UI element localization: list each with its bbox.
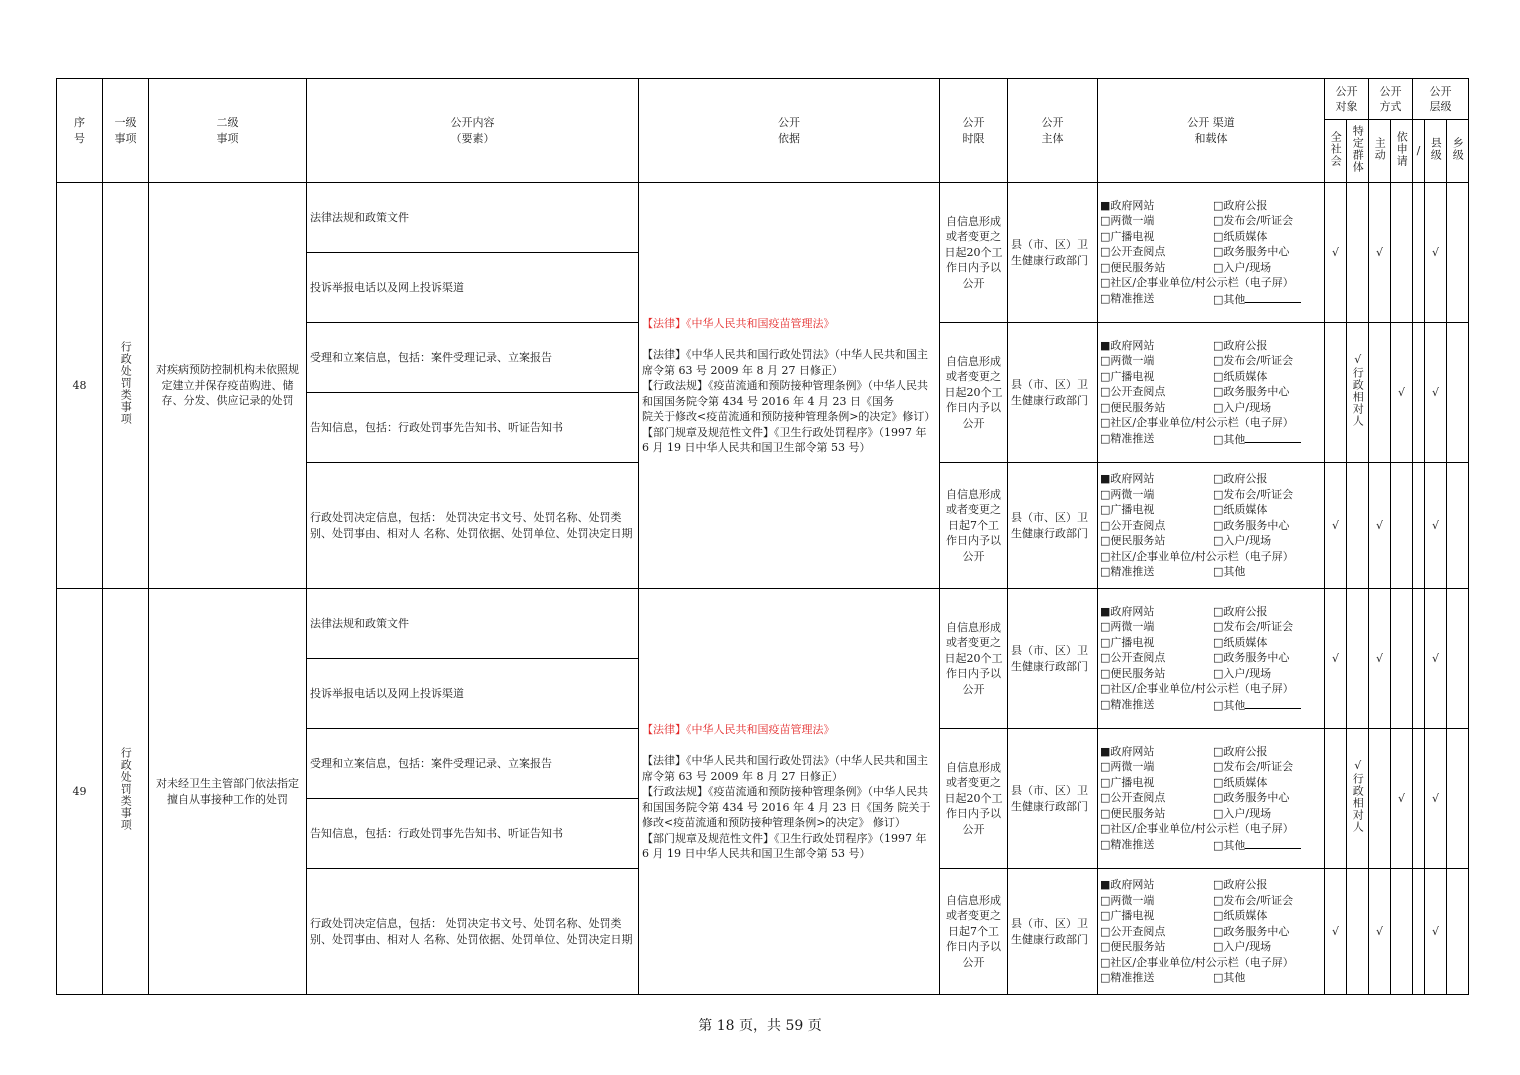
mark-all-society <box>1325 323 1347 463</box>
header-method-group: 公开 方式 <box>1369 79 1413 120</box>
seq-cell: 48 <box>57 183 103 589</box>
mark-active <box>1369 729 1391 869</box>
mark-specific-group <box>1347 869 1369 995</box>
channel-row: □精准推送 □其他 <box>1100 291 1322 308</box>
mark-specific-group <box>1347 183 1369 323</box>
time-limit-cell: 自信息形成或者变更之日起20个工作日内予以公开 <box>940 183 1008 323</box>
content-item-cell: 投诉举报电话以及网上投诉渠道 <box>307 253 639 323</box>
table-row <box>57 589 1469 659</box>
mark-township <box>1447 323 1469 463</box>
channel-row: □便民服务站 □入户/现场 <box>1100 666 1272 680</box>
channel-row: □公开查阅点 □政务服务中心 <box>1100 651 1290 665</box>
header-level-group: 公开 层级 <box>1413 79 1469 120</box>
basis-cell: 【法律】《中华人民共和国疫苗管理法》 【法律】《中华人民共和国行政处罚法》（中华人民共和国主席令第 63 号 2009 年 8 月 27 日修正） 【行政法规】《疫苗流通和预防接种管理条例》（中华人民共和国国务院令第 434 号 2016 年 4 月 23 日《国务 院关于修改<疫苗流通和预防接种管理条例>的决定》 修订） 【部门规章及规范性文件】《卫生行政处罚程序》（1997 年 6 月 19 日中华人民共和国卫生部令第 53 号） <box>639 589 940 995</box>
mark-active: √ <box>1369 463 1391 589</box>
channel-row: □两微一端 □发布会/听证会 <box>1100 893 1294 907</box>
level2-cell: 对未经卫生主管部门依法指定擅自从事接种工作的处罚 <box>149 589 307 995</box>
mark-specific-group: √行政相对人 <box>1347 729 1369 869</box>
mark-on-request <box>1391 183 1413 323</box>
subject-cell: 县（市、区）卫 生健康行政部门 <box>1008 869 1098 995</box>
table-header <box>57 79 1469 183</box>
page-footer: 第 18 页，共 59 页 <box>698 1018 822 1034</box>
channel-row: ■政府网站 □政府公报 <box>1100 472 1268 486</box>
channel-row: □精准推送 □其他 <box>1100 971 1246 985</box>
mark-county: √ <box>1425 589 1447 729</box>
channel-row: □便民服务站 □入户/现场 <box>1100 806 1272 820</box>
channel-row: □公开查阅点 □政务服务中心 <box>1100 385 1290 399</box>
mark-active: √ <box>1369 183 1391 323</box>
table-body <box>57 183 1469 995</box>
subject-cell: 县（市、区）卫 生健康行政部门 <box>1008 463 1098 589</box>
channel-row: □精准推送 □其他 <box>1100 565 1246 579</box>
mark-county: √ <box>1425 183 1447 323</box>
mark-all-society: √ <box>1325 463 1347 589</box>
channel-row: □便民服务站 □入户/现场 <box>1100 534 1272 548</box>
mark-slash <box>1413 183 1425 323</box>
channel-row: □两微一端 □发布会/听证会 <box>1100 760 1294 774</box>
mark-county: √ <box>1425 323 1447 463</box>
content-item-cell: 行政处罚决定信息，包括： 处罚决定书文号、处罚名称、处罚类别、处罚事由、相对人 名称、处罚依据、处罚单位、处罚决定日期 <box>307 463 639 589</box>
mark-slash <box>1413 463 1425 589</box>
content-item-cell: 投诉举报电话以及网上投诉渠道 <box>307 659 639 729</box>
level2-cell: 对疾病预防控制机构未依照规定建立并保存疫苗购进、储存、分发、供应记录的处罚 <box>149 183 307 589</box>
mark-township <box>1447 869 1469 995</box>
subject-cell: 县（市、区）卫 生健康行政部门 <box>1008 183 1098 323</box>
channels-cell: ■政府网站 □政府公报 □两微一端 □发布会/听证会 □广播电视 □纸质媒体 □公开查阅点 □政务服务中心 □便民服务站 □入户/现场 □社区/企事业单位/村公示栏（电子屏） □精准推送 □其他 <box>1098 589 1325 729</box>
blank-underline <box>1245 697 1301 709</box>
subject-cell: 县（市、区）卫 生健康行政部门 <box>1008 729 1098 869</box>
mark-active <box>1369 323 1391 463</box>
mark-all-society: √ <box>1325 869 1347 995</box>
channel-row: □便民服务站 □入户/现场 <box>1100 400 1272 414</box>
time-limit-cell: 自信息形成或者变更之日起20个工作日内予以公开 <box>940 589 1008 729</box>
channel-row: □广播电视 □纸质媒体 <box>1100 775 1268 789</box>
header-seq: 序 号 <box>57 79 103 183</box>
mark-county: √ <box>1425 463 1447 589</box>
mark-township <box>1447 463 1469 589</box>
channel-row: □广播电视 □纸质媒体 <box>1100 229 1268 243</box>
mark-township <box>1447 729 1469 869</box>
mark-all-society: √ <box>1325 183 1347 323</box>
channel-row: □两微一端 □发布会/听证会 <box>1100 214 1294 228</box>
mark-slash <box>1413 323 1425 463</box>
channel-row: □便民服务站 □入户/现场 <box>1100 940 1272 954</box>
header-basis: 公开 依据 <box>639 79 940 183</box>
mark-specific-group: √行政相对人 <box>1347 323 1369 463</box>
content-item-cell: 受理和立案信息，包括：案件受理记录、立案报告 <box>307 323 639 393</box>
channel-row: □两微一端 □发布会/听证会 <box>1100 487 1294 501</box>
channel-row: □便民服务站 □入户/现场 <box>1100 260 1272 274</box>
channel-row: □精准推送 □其他 <box>1100 697 1322 714</box>
channel-row: □两微一端 □发布会/听证会 <box>1100 354 1294 368</box>
mark-specific-group <box>1347 589 1369 729</box>
disclosure-table <box>56 78 1469 995</box>
header-level1: 一级 事项 <box>103 79 149 183</box>
header-object-group: 公开 对象 <box>1325 79 1369 120</box>
channel-row: □两微一端 □发布会/听证会 <box>1100 620 1294 634</box>
header-level2: 二级 事项 <box>149 79 307 183</box>
mark-slash <box>1413 589 1425 729</box>
header-on-request: 依申请 <box>1391 120 1413 183</box>
blank-underline <box>1245 837 1301 849</box>
time-limit-cell: 自信息形成或者变更之日起20个工作日内予以公开 <box>940 729 1008 869</box>
table-row <box>57 183 1469 253</box>
seq-cell: 49 <box>57 589 103 995</box>
content-item-cell: 法律法规和政策文件 <box>307 589 639 659</box>
time-limit-cell: 自信息形成或者变更之日起7个工作日内予以公开 <box>940 869 1008 995</box>
blank-underline <box>1245 291 1301 303</box>
level1-cell: 行政处罚类事项 <box>103 589 149 995</box>
mark-slash <box>1413 869 1425 995</box>
channels-cell: ■政府网站 □政府公报 □两微一端 □发布会/听证会 □广播电视 □纸质媒体 □公开查阅点 □政务服务中心 □便民服务站 □入户/现场 □社区/企事业单位/村公示栏（电子屏） □精准推送 □其他 <box>1098 323 1325 463</box>
header-specific-group: 特定群体 <box>1347 120 1369 183</box>
mark-county: √ <box>1425 869 1447 995</box>
channel-row: □精准推送 □其他 <box>1100 837 1322 854</box>
time-limit-cell: 自信息形成或者变更之日起7个工作日内予以公开 <box>940 463 1008 589</box>
channel-row: □广播电视 □纸质媒体 <box>1100 503 1268 517</box>
channel-row: ■政府网站 □政府公报 <box>1100 338 1268 352</box>
channel-row: □公开查阅点 □政务服务中心 <box>1100 518 1290 532</box>
header-active: 主动 <box>1369 120 1391 183</box>
channels-cell: ■政府网站 □政府公报 □两微一端 □发布会/听证会 □广播电视 □纸质媒体 □公开查阅点 □政务服务中心 □便民服务站 □入户/现场 □社区/企事业单位/村公示栏（电子屏） □精准推送 □其他 <box>1098 869 1325 995</box>
header-subject: 公开 主体 <box>1008 79 1098 183</box>
mark-on-request <box>1391 463 1413 589</box>
channels-cell: ■政府网站 □政府公报 □两微一端 □发布会/听证会 □广播电视 □纸质媒体 □公开查阅点 □政务服务中心 □便民服务站 □入户/现场 □社区/企事业单位/村公示栏（电子屏） □精准推送 □其他 <box>1098 729 1325 869</box>
channel-row: ■政府网站 □政府公报 <box>1100 878 1268 892</box>
basis-cell: 【法律】《中华人民共和国疫苗管理法》 【法律】《中华人民共和国行政处罚法》（中华人民共和国主席令第 63 号 2009 年 8 月 27 日修正） 【行政法规】《疫苗流通和预防接种管理条例》（中华人民共和国国务院令第 434 号 2016 年 4 月 23 日《国务 院关于修改<疫苗流通和预防接种管理条例>的决定》修订） 【部门规章及规范性文件】《卫生行政处罚程序》（1997 年 6 月 19 日中华人民共和国卫生部令第 53 号） <box>639 183 940 589</box>
channel-row: □广播电视 □纸质媒体 <box>1100 635 1268 649</box>
mark-specific-group <box>1347 463 1369 589</box>
content-item-cell: 法律法规和政策文件 <box>307 183 639 253</box>
content-item-cell: 告知信息，包括：行政处罚事先告知书、听证告知书 <box>307 799 639 869</box>
header-content: 公开内容 （要素） <box>307 79 639 183</box>
mark-on-request: √ <box>1391 323 1413 463</box>
header-time: 公开 时限 <box>940 79 1008 183</box>
content-item-cell: 告知信息，包括：行政处罚事先告知书、听证告知书 <box>307 393 639 463</box>
mark-on-request: √ <box>1391 729 1413 869</box>
mark-active: √ <box>1369 589 1391 729</box>
mark-county: √ <box>1425 729 1447 869</box>
channels-cell: ■政府网站 □政府公报 □两微一端 □发布会/听证会 □广播电视 □纸质媒体 □公开查阅点 □政务服务中心 □便民服务站 □入户/现场 □社区/企事业单位/村公示栏（电子屏） □精准推送 □其他 <box>1098 183 1325 323</box>
time-limit-cell: 自信息形成或者变更之日起20个工作日内予以公开 <box>940 323 1008 463</box>
mark-all-society <box>1325 729 1347 869</box>
content-item-cell: 受理和立案信息，包括：案件受理记录、立案报告 <box>307 729 639 799</box>
channel-row: □公开查阅点 □政务服务中心 <box>1100 245 1290 259</box>
header-county: 县级 <box>1425 120 1447 183</box>
channels-cell: ■政府网站 □政府公报 □两微一端 □发布会/听证会 □广播电视 □纸质媒体 □公开查阅点 □政务服务中心 □便民服务站 □入户/现场 □社区/企事业单位/村公示栏（电子屏） □精准推送 □其他 <box>1098 463 1325 589</box>
content-item-cell: 行政处罚决定信息，包括： 处罚决定书文号、处罚名称、处罚类别、处罚事由、相对人 名称、处罚依据、处罚单位、处罚决定日期 <box>307 869 639 995</box>
header-all-society: 全社会 <box>1325 120 1347 183</box>
blank-underline <box>1245 431 1301 443</box>
channel-row: □广播电视 □纸质媒体 <box>1100 909 1268 923</box>
mark-all-society: √ <box>1325 589 1347 729</box>
channel-row: ■政府网站 □政府公报 <box>1100 198 1268 212</box>
mark-on-request <box>1391 869 1413 995</box>
channel-row: ■政府网站 □政府公报 <box>1100 744 1268 758</box>
header-township: 乡级 <box>1447 120 1469 183</box>
channel-row: □精准推送 □其他 <box>1100 431 1322 448</box>
header-slash: / <box>1413 120 1425 183</box>
mark-on-request <box>1391 589 1413 729</box>
channel-row: □公开查阅点 □政务服务中心 <box>1100 924 1290 938</box>
header-channels: 公开 渠道 和载体 <box>1098 79 1325 183</box>
mark-township <box>1447 589 1469 729</box>
mark-township <box>1447 183 1469 323</box>
mark-active: √ <box>1369 869 1391 995</box>
channel-row: □广播电视 □纸质媒体 <box>1100 369 1268 383</box>
level1-cell: 行政处罚类事项 <box>103 183 149 589</box>
channel-row: ■政府网站 □政府公报 <box>1100 604 1268 618</box>
subject-cell: 县（市、区）卫 生健康行政部门 <box>1008 323 1098 463</box>
mark-slash <box>1413 729 1425 869</box>
channel-row: □公开查阅点 □政务服务中心 <box>1100 791 1290 805</box>
subject-cell: 县（市、区）卫 生健康行政部门 <box>1008 589 1098 729</box>
